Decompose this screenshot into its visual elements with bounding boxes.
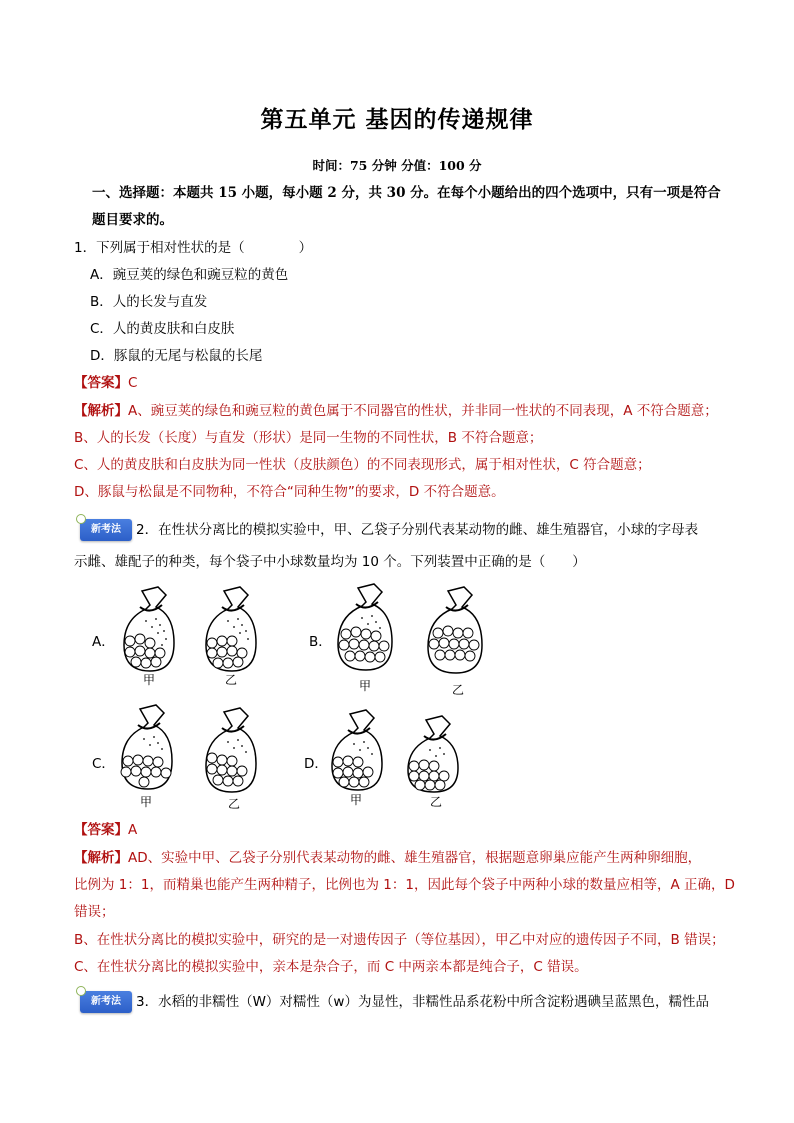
q1-option-a: A．豌豆荚的绿色和豌豆粒的黄色: [90, 267, 289, 283]
q2-figure-b-label-yi: 乙: [452, 683, 465, 697]
q2-figure-b-letter: B．: [309, 634, 332, 650]
q2-figure-d-label-yi: 乙: [430, 795, 443, 809]
q2-answer: [74, 820, 137, 840]
q1-answer: [74, 373, 137, 393]
q2-figure-a-bag-jia: [116, 585, 186, 677]
q2-figure-b-bag-jia: [332, 582, 402, 676]
q2-figure-c-bag-yi: [198, 706, 268, 798]
section-instructions-line2: 题目要求的。: [92, 212, 173, 228]
q2-figure-d-bag-jia: [324, 708, 392, 796]
q1-stem: 1．下列属于相对性状的是（ ）: [74, 240, 313, 256]
q2-analysis-line2: 比例为 1：1，而精巢也能产生两种精子，比例也为 1：1，因此每个袋子中两种小球的数量应相等，A 正确，D: [74, 877, 735, 893]
q2-figure-b-bag-yi: [420, 585, 492, 679]
q2-analysis-line5: C、在性状分离比的模拟实验中，亲本是杂合子，而 C 中两亲本都是纯合子，C 错误。: [74, 959, 588, 975]
q3-stem-line1: 3．水稻的非糯性（W）对糯性（w）为显性，非糯性品系花粉中所含淀粉遇碘呈蓝黑色，糯性品: [136, 994, 709, 1010]
q2-figure-a-label-yi: 乙: [225, 673, 238, 687]
q2-figure-c-label-yi: 乙: [228, 797, 241, 811]
page-title: 第五单元 基因的传递规律: [260, 107, 534, 133]
answer-label: 【答案】: [74, 822, 128, 838]
q1-option-d: D．豚鼠的无尾与松鼠的长尾: [90, 348, 263, 364]
new-exam-method-badge: 新考法: [80, 991, 132, 1013]
q1-option-c: C．人的黄皮肤和白皮肤: [90, 321, 235, 337]
q2-analysis-line4: B、在性状分离比的模拟实验中，研究的是一对遗传因子（等位基因），甲乙中对应的遗传因子不同，B 错误；: [74, 932, 725, 948]
q2-analysis-line3: 错误；: [74, 904, 115, 920]
q2-stem-line2: 示雌、雄配子的种类，每个袋子中小球数量均为 10 个。下列装置中正确的是（ ）: [74, 554, 586, 570]
exam-meta: 时间：75 分钟 分值：100 分: [312, 158, 482, 173]
q2-figure-c-label-jia: 甲: [140, 795, 153, 809]
q1-option-b: B．人的长发与直发: [90, 294, 208, 310]
q2-figure-a-label-jia: 甲: [143, 673, 156, 687]
q2-stem-line1: 2．在性状分离比的模拟实验中，甲、乙袋子分别代表某动物的雌、雄生殖器官，小球的字母表: [136, 522, 699, 538]
analysis-text: AD、实验中甲、乙袋子分别代表某动物的雌、雄生殖器官，根据题意卵巢应能产生两种卵细胞，: [128, 850, 702, 866]
q1-analysis-line4: D、豚鼠与松鼠是不同物种，不符合“同种生物”的要求，D 不符合题意。: [74, 484, 505, 500]
analysis-label: 【解析】: [74, 850, 128, 866]
answer-label: 【答案】: [74, 375, 128, 391]
answer-value: A: [128, 822, 138, 838]
q1-analysis-line1: [74, 401, 718, 421]
q2-figure-a-bag-yi: [198, 585, 268, 677]
q1-analysis-line3: C、人的黄皮肤和白皮肤为同一性状（皮肤颜色）的不同表现形式，属于相对性状，C 符合题意；: [74, 457, 651, 473]
analysis-label: 【解析】: [74, 403, 128, 419]
new-exam-method-badge: 新考法: [80, 519, 132, 541]
q1-analysis-line2: B、人的长发（长度）与直发（形状）是同一生物的不同性状，B 不符合题意；: [74, 430, 543, 446]
q2-analysis-line1: [74, 848, 701, 868]
q2-figure-a-letter: A．: [92, 634, 115, 650]
q2-figure-d-letter: D．: [304, 756, 328, 772]
section-instructions-line1: 一、选择题：本题共 15 小题，每小题 2 分，共 30 分。在每个小题给出的四个选项中，只有一项是符合: [92, 185, 721, 201]
analysis-text: A、豌豆荚的绿色和豌豆粒的黄色属于不同器官的性状，并非同一性状的不同表现，A 不符合题意；: [128, 403, 718, 419]
q2-figure-b-label-jia: 甲: [359, 679, 372, 693]
answer-value: C: [128, 375, 138, 391]
q2-figure-c-bag-jia: [114, 703, 184, 795]
q2-figure-d-label-jia: 甲: [350, 793, 363, 807]
q2-figure-d-bag-yi: [400, 714, 468, 798]
q2-figure-c-letter: C．: [92, 756, 115, 772]
